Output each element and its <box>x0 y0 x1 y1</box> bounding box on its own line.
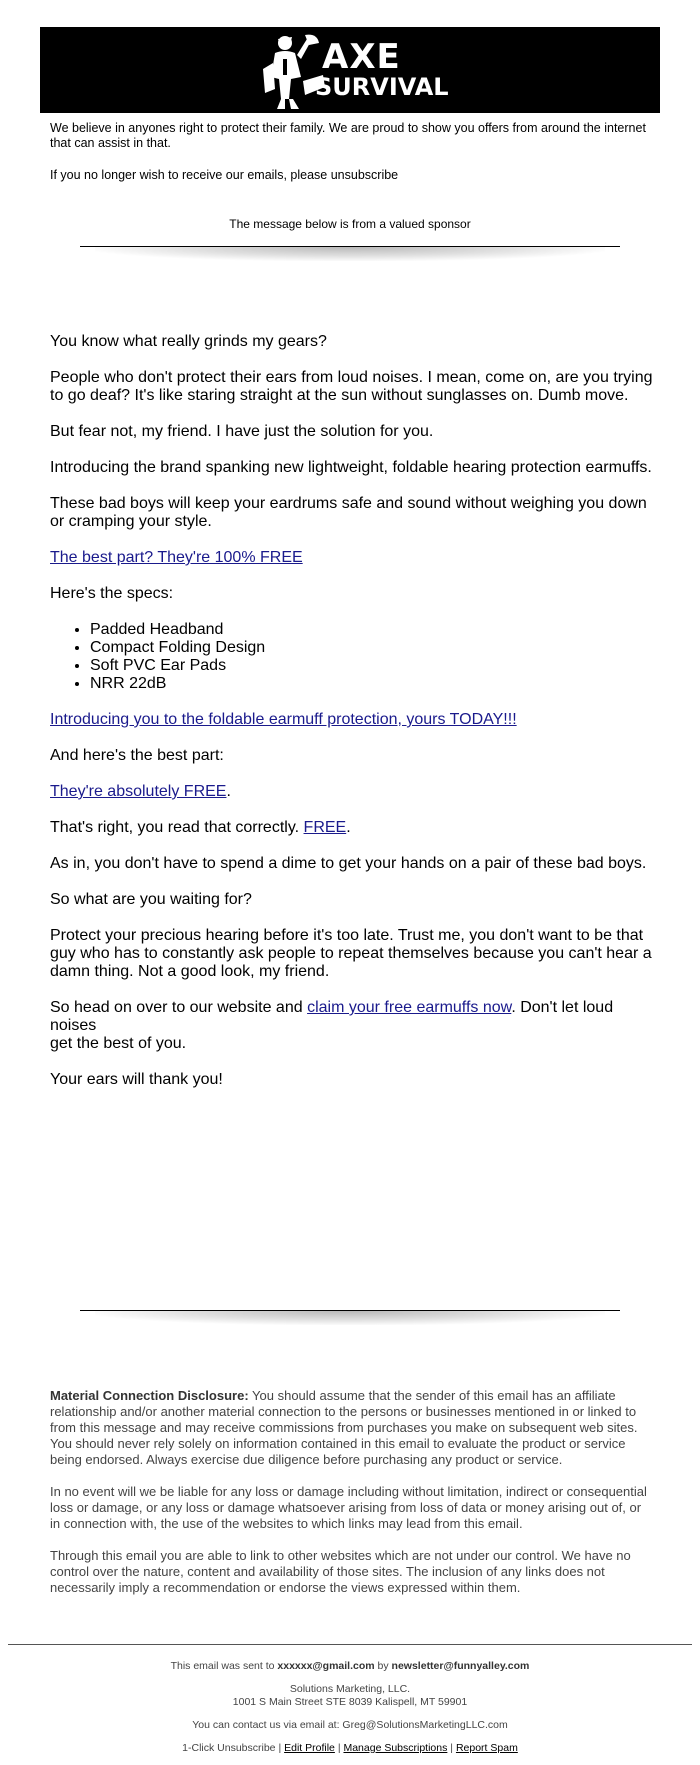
claim-paragraph <box>50 999 655 1053</box>
body-paragraph: As in, you don't have to spend a dime to get your hands on a pair of these bad boys. <box>50 855 647 872</box>
spec-item: • Compact Folding Design <box>90 639 655 657</box>
best-part-paragraph <box>50 549 655 567</box>
separator: | <box>337 1742 341 1754</box>
best-part-link[interactable]: The best part? They're 100% FREE <box>50 549 303 566</box>
body-paragraph: These bad boys will keep your eardrums safe and sound without weighing you down or cramping your style. <box>50 495 647 530</box>
unsubscribe-line <box>50 168 398 182</box>
body-paragraph: You know what really grinds my gears? <box>50 333 327 350</box>
unsubscribe-link[interactable]: unsubscribe <box>330 168 399 182</box>
recipient-email: xxxxxx@gmail.com <box>277 1660 375 1672</box>
sent-prefix: This email was sent to <box>170 1660 275 1672</box>
disclosure-title: Material Connection Disclosure: <box>50 1388 249 1403</box>
absolutely-free-paragraph: They're absolutely FREE. <box>50 783 231 800</box>
message-body <box>50 333 655 1107</box>
logo-text-survival: SURVIVAL <box>315 73 449 101</box>
footer-links <box>0 1742 700 1755</box>
sender-email: newsletter@funnyalley.com <box>391 1660 530 1672</box>
report-spam-link[interactable]: Report Spam <box>455 1742 518 1754</box>
spec-item: • NRR 22dB <box>90 675 655 693</box>
spec-item: • Soft PVC Ear Pads <box>90 657 655 675</box>
sponsor-note: The message below is from a valued sponsor <box>229 217 471 231</box>
separator: | <box>450 1742 454 1754</box>
introducing-link[interactable]: Introducing you to the foldable earmuff protection, yours TODAY!!! <box>50 711 517 728</box>
body-paragraph: And here's the best part: <box>50 747 224 764</box>
claim-prefix: So head on over to our website and <box>50 999 303 1016</box>
disclosure-text: You should assume that the sender of this email has an affiliate relationship and/or another material connection to the persons or businesses mentioned in or linked to from this message and may receive commissions from purchases you make on subsequent web sites. You should never rely solely on information contained in this email to evaluate the product or service being endorsed. Always exercise due diligence before purchasing any product or service. <box>50 1388 638 1467</box>
introducing-paragraph <box>50 711 655 729</box>
claim-suffix-1: . Don't let loud noises <box>50 999 614 1034</box>
free-link[interactable]: FREE <box>303 819 347 836</box>
body-paragraph: People who don't protect their ears from loud noises. I mean, come on, are you trying to go deaf? It's like staring straight at the sun without sunglasses on. Dumb move. <box>50 369 653 404</box>
body-paragraph: Protect your precious hearing before it's too late. Trust me, you don't want to be that guy who has to constantly ask people to repeat themselves because you can't hear a damn thing. Not a good look, my friend. <box>50 927 652 980</box>
separator: | <box>278 1742 282 1754</box>
disclaimer-section <box>50 1388 650 1612</box>
one-click-unsubscribe-link[interactable]: 1-Click Unsubscribe <box>182 1742 276 1754</box>
company-block <box>0 1683 700 1709</box>
intro-text: We believe in anyones right to protect their family. We are proud to show you offers from around the internet that can assist in that. <box>50 121 646 150</box>
body-paragraph: Introducing the brand spanking new lightweight, foldable hearing protection earmuffs. <box>50 459 652 476</box>
sent-to-line <box>0 1660 700 1673</box>
email-footer <box>0 1660 700 1765</box>
company-address: 1001 S Main Street STE 8039 Kalispell, MT 59901 <box>232 1696 468 1708</box>
company-name: Solutions Marketing, LLC. <box>289 1683 411 1695</box>
brand-banner <box>40 27 660 113</box>
bottom-divider-shadow <box>95 1311 605 1325</box>
claim-earmuffs-link[interactable]: claim your free earmuffs now <box>307 999 512 1016</box>
footer-divider <box>8 1644 692 1645</box>
body-paragraph: Your ears will thank you! <box>50 1071 223 1088</box>
contact-line: You can contact us via email at: Greg@SolutionsMarketingLLC.com <box>192 1719 508 1731</box>
manage-subscriptions-link[interactable]: Manage Subscriptions <box>343 1742 448 1754</box>
read-correctly-text: That's right, you read that correctly. <box>50 819 300 836</box>
body-paragraph: But fear not, my friend. I have just the solution for you. <box>50 423 434 440</box>
specs-heading: Here's the specs: <box>50 585 174 602</box>
edit-profile-link[interactable]: Edit Profile <box>284 1742 335 1754</box>
external-links-paragraph: Through this email you are able to link to other websites which are not under our control. We have no control over the nature, content and availability of those sites. The inclusion of any links does not necessarily imply a recommendation or endorse the views expressed within them. <box>50 1548 631 1595</box>
liability-paragraph: In no event will we be liable for any loss or damage including without limitation, indirect or consequential loss or damage, or any loss or damage whatsoever arising from loss of data or money arising out of, or in connection with, the use of the websites to which links may lead from this email. <box>50 1484 647 1531</box>
body-paragraph: So what are you waiting for? <box>50 891 252 908</box>
sent-by: by <box>377 1660 389 1672</box>
read-correctly-paragraph: That's right, you read that correctly. FREE. <box>50 819 351 836</box>
absolutely-free-link[interactable]: They're absolutely FREE <box>50 783 227 800</box>
top-divider-shadow <box>95 247 605 261</box>
disclosure-paragraph <box>50 1388 650 1468</box>
claim-suffix-2: get the best of you. <box>50 1035 187 1052</box>
logo-text-axe: AXE <box>322 37 401 77</box>
spec-item: • Padded Headband <box>90 621 655 639</box>
unsubscribe-prefix: If you no longer wish to receive our emails, please <box>50 168 328 182</box>
specs-list <box>50 621 655 693</box>
